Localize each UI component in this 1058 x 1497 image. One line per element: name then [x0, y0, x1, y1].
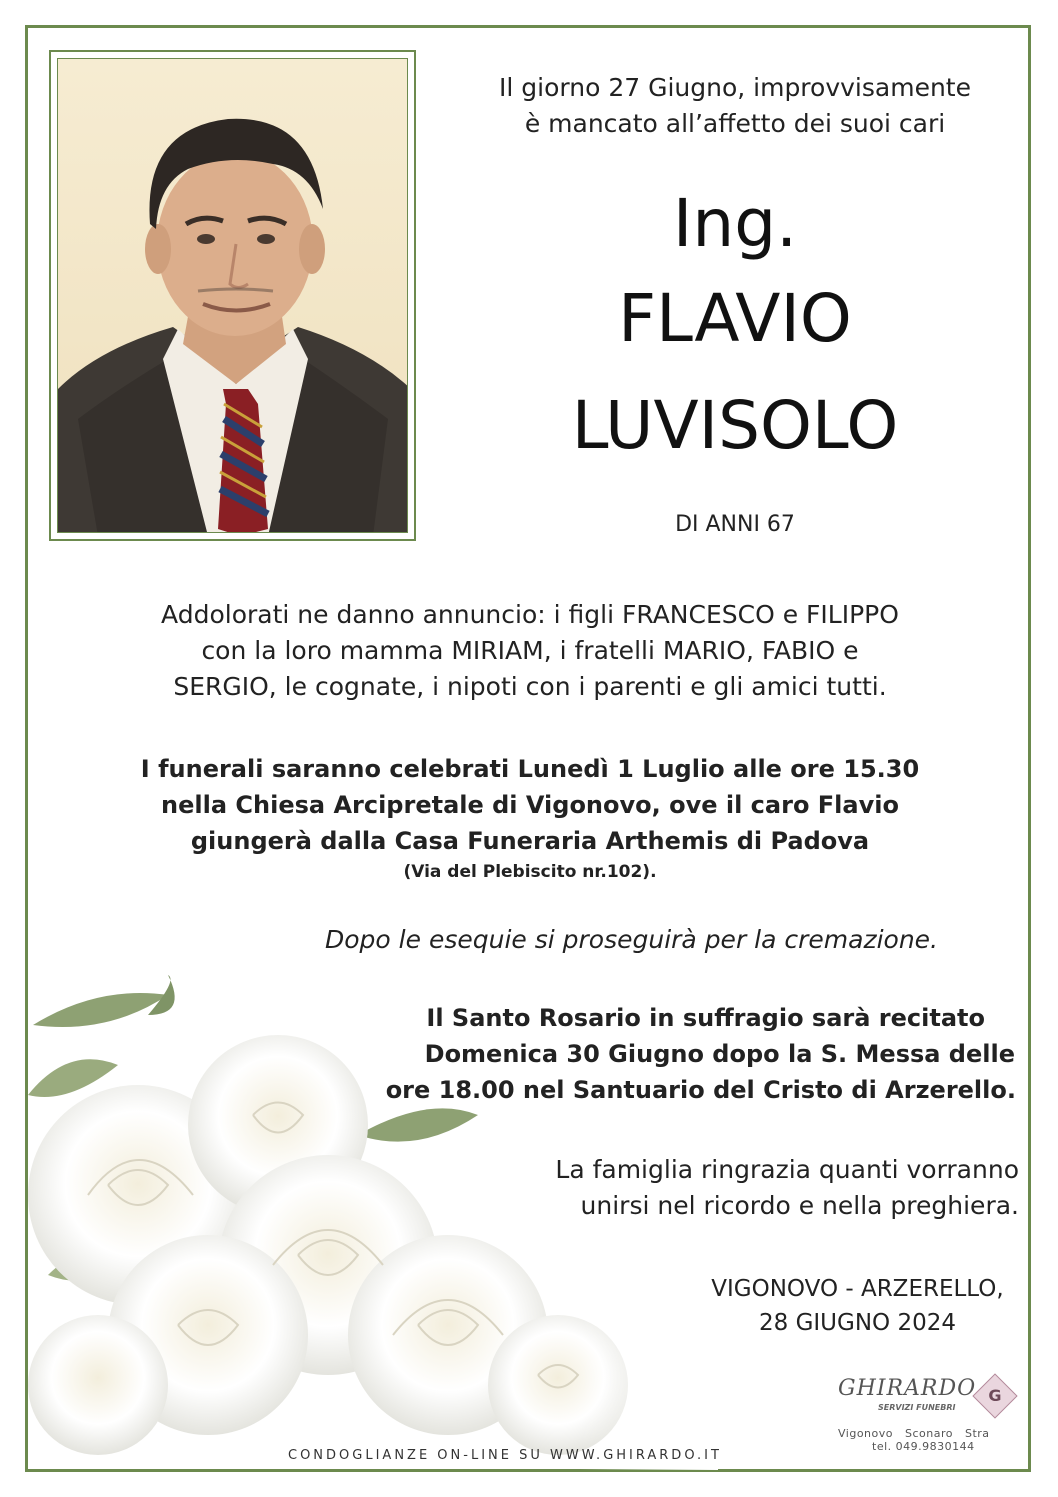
deceased-last-name: LUVISOLO [571, 387, 899, 464]
logo-phone: tel. 049.9830144 [872, 1440, 975, 1453]
deceased-age: DI ANNI 67 [675, 512, 795, 537]
logo-name: GHIRARDO [838, 1376, 977, 1401]
funeral-address: (Via del Plebiscito nr.102). [403, 862, 657, 882]
place-text: VIGONOVO - ARZERELLO, [711, 1276, 1004, 1302]
intro-line-1: Il giorno 27 Giugno, improvvisamente [499, 73, 971, 102]
rosary-line-1: Il Santo Rosario in suffragio sarà recitato [426, 1004, 985, 1032]
logo-badge-letter: G [988, 1386, 1002, 1405]
footer-condolences: CONDOGLIANZE ON-LINE SU WWW.GHIRARDO.IT [288, 1448, 722, 1463]
logo-subtitle: SERVIZI FUNEBRI [878, 1403, 956, 1412]
announcement-line-1: Addolorati ne danno annuncio: i figli FRANCESCO e FILIPPO [161, 600, 899, 629]
logo-info [838, 1427, 990, 1453]
deceased-title: Ing. [672, 185, 798, 262]
date-text: 28 GIUGNO 2024 [759, 1310, 956, 1336]
intro-text [440, 70, 1030, 142]
place-date [700, 1272, 1015, 1340]
rosary-line-3: ore 18.00 nel Santuario del Cristo di Arzerello. [385, 1076, 1016, 1104]
intro-line-2: è mancato all’affetto dei suoi cari [524, 109, 946, 138]
announcement-line-3: SERGIO, le cognate, i nipoti con i parenti e gli amici tutti. [173, 672, 887, 701]
funeral-line-3: giungerà dalla Casa Funeraria Arthemis di Padova [190, 827, 870, 855]
funeral-line-2: nella Chiesa Arcipretale di Vigonovo, ove il caro Flavio [161, 791, 899, 819]
portrait-frame [49, 50, 416, 541]
funeral-text [40, 751, 1020, 885]
thanks-line-1: La famiglia ringrazia quanti vorranno [555, 1155, 1019, 1184]
rosary-line-2: Domenica 30 Giugno dopo la S. Messa delle [424, 1040, 1015, 1068]
thanks-text [400, 1152, 1019, 1224]
announcement-line-2: con la loro mamma MIRIAM, i fratelli MARIO, FABIO e [201, 636, 859, 665]
portrait-illustration [58, 59, 408, 533]
announcement-text [40, 597, 1020, 705]
thanks-line-2: unirsi nel ricordo e nella preghiera. [580, 1191, 1019, 1220]
funeral-line-1: I funerali saranno celebrati Lunedì 1 Luglio alle ore 15.30 [140, 755, 920, 783]
ghirardo-logo [838, 1376, 977, 1412]
rosary-text [300, 1000, 1016, 1108]
logo-locations: Vigonovo Sconaro Stra [838, 1427, 990, 1440]
cremation-text: Dopo le esequie si proseguirà per la cremazione. [325, 925, 938, 954]
deceased-first-name: FLAVIO [618, 280, 852, 357]
portrait-photo [57, 58, 408, 533]
